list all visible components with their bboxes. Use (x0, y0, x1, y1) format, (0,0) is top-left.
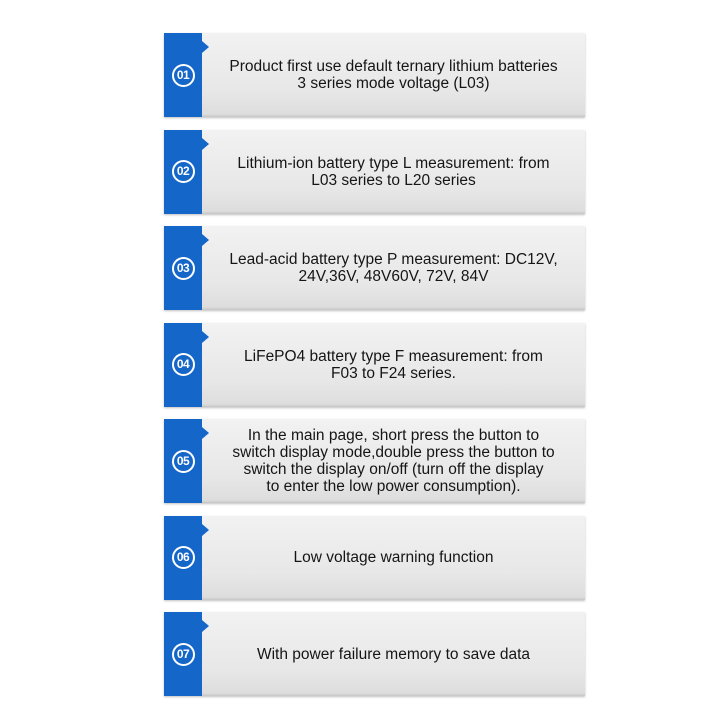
feature-card-06 (164, 516, 585, 600)
feature-number-badge: 04 (172, 353, 195, 376)
feature-card-07 (164, 612, 585, 696)
feature-card-05 (164, 419, 585, 503)
feature-text: Lead-acid battery type P measurement: DC12V, 24V,36V, 48V60V, 72V, 84V (229, 251, 558, 285)
feature-number-badge: 01 (172, 64, 195, 87)
feature-number-badge: 06 (172, 546, 195, 569)
feature-number-badge: 02 (172, 160, 195, 183)
feature-card-02 (164, 130, 585, 214)
feature-text: With power failure memory to save data (256, 645, 531, 663)
feature-number-badge: 05 (172, 450, 195, 473)
feature-text: Lithium-ion battery type L measurement: from L03 series to L20 series (237, 154, 550, 189)
feature-text: Low voltage warning function (293, 549, 494, 566)
feature-card-03 (164, 226, 585, 310)
feature-text: Product first use default ternary lithium batteries 3 series mode voltage (L03) (229, 58, 558, 92)
feature-number-badge: 07 (172, 643, 195, 666)
feature-card-01 (164, 33, 585, 117)
feature-text: In the main page, short press the button to switch display mode,double press the button to switch the display on/off (turn off the display to enter the low power consumption). (232, 427, 555, 495)
feature-text: LiFePO4 battery type F measurement: from F03 to F24 series. (244, 347, 543, 382)
feature-card-04 (164, 323, 585, 407)
feature-number-badge: 03 (172, 257, 195, 280)
feature-list (164, 33, 585, 709)
